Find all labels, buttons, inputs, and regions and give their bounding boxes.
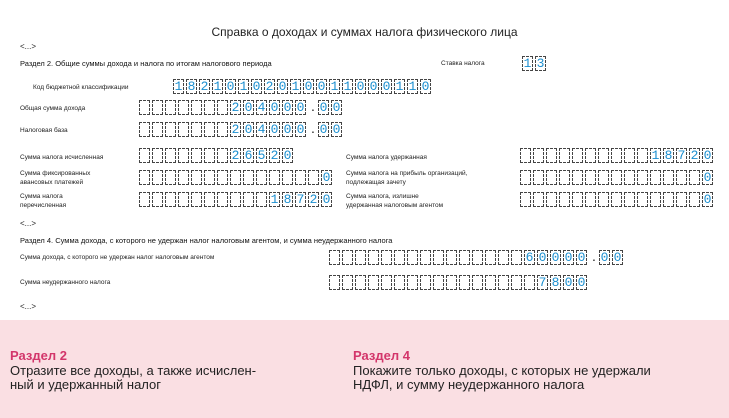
digit-cell xyxy=(511,275,522,290)
rate-label: Ставка налога xyxy=(441,60,485,67)
digit-cell xyxy=(572,148,583,163)
digit-cell: 0 xyxy=(270,122,279,137)
digit-cell: 0 xyxy=(226,79,235,94)
digit-cell xyxy=(498,275,509,290)
kbk-label: Код бюджетной классификации xyxy=(33,84,129,91)
digit-cell: 0 xyxy=(270,100,279,115)
digit-cell xyxy=(446,250,457,265)
digit-cell: 2 xyxy=(231,148,240,163)
decimal-point: . xyxy=(311,120,315,136)
profit-tax-label-1: Сумма налога на прибыль организаций, xyxy=(346,170,468,177)
digit-cell xyxy=(598,148,609,163)
digit-cell: 0 xyxy=(278,79,287,94)
digit-cell xyxy=(191,148,202,163)
digit-cell xyxy=(520,170,531,185)
digit-cell xyxy=(381,250,392,265)
digit-cell: 0 xyxy=(600,250,609,265)
digit-cell xyxy=(533,192,544,207)
digit-cell xyxy=(308,170,319,185)
note-left-title: Раздел 2 xyxy=(10,348,67,363)
digit-cell xyxy=(598,192,609,207)
rate-field xyxy=(522,56,548,72)
digit-cell xyxy=(230,192,241,207)
digit-cell xyxy=(572,192,583,207)
digit-cell: 0 xyxy=(613,250,622,265)
digit-cell xyxy=(498,250,509,265)
digit-cell: 4 xyxy=(257,122,266,137)
fixed-adv-label-2: авансовых платежей xyxy=(20,179,84,186)
digit-cell xyxy=(433,250,444,265)
digit-cell xyxy=(165,148,176,163)
digit-cell xyxy=(204,148,215,163)
digit-cell: 0 xyxy=(382,79,391,94)
digit-cell xyxy=(546,192,557,207)
digit-cell: 2 xyxy=(309,192,318,207)
digit-cell xyxy=(637,148,648,163)
unpaid-income-label: Сумма дохода, с которого не удержан налог налоговым агентом xyxy=(20,254,215,261)
digit-cell: 2 xyxy=(690,148,699,163)
digit-cell xyxy=(217,148,228,163)
digit-cell: 0 xyxy=(317,79,326,94)
digit-cell xyxy=(520,192,531,207)
digit-cell: 8 xyxy=(551,275,560,290)
digit-cell xyxy=(178,192,189,207)
digit-cell xyxy=(689,192,700,207)
digit-cell xyxy=(178,122,189,137)
digit-cell: 0 xyxy=(319,100,328,115)
transferred-label-1: Сумма налога xyxy=(20,193,63,200)
digit-cell: 0 xyxy=(577,250,586,265)
digit-cell: 0 xyxy=(244,122,253,137)
digit-cell xyxy=(394,275,405,290)
fixed-adv-field xyxy=(139,170,334,186)
digit-cell xyxy=(585,148,596,163)
digit-cell: 0 xyxy=(538,250,547,265)
digit-cell xyxy=(217,192,228,207)
digit-cell xyxy=(178,170,189,185)
digit-cell xyxy=(368,250,379,265)
digit-cell xyxy=(243,170,254,185)
digit-cell: 0 xyxy=(703,148,712,163)
digit-cell xyxy=(585,192,596,207)
digit-cell: 1 xyxy=(395,79,404,94)
digit-cell xyxy=(165,100,176,115)
digit-cell xyxy=(139,192,150,207)
digit-cell: 8 xyxy=(283,192,292,207)
ellipsis-mid: <...> xyxy=(20,219,37,228)
note-left-line1: Отразите все доходы, а также исчислен- xyxy=(10,363,257,378)
digit-cell xyxy=(165,122,176,137)
digit-cell xyxy=(611,192,622,207)
digit-cell: 0 xyxy=(322,170,331,185)
tax-base-field xyxy=(139,122,344,138)
digit-cell: 2 xyxy=(200,79,209,94)
digit-cell xyxy=(204,100,215,115)
digit-cell xyxy=(342,275,353,290)
digit-cell: 2 xyxy=(270,148,279,163)
digit-cell xyxy=(663,192,674,207)
unwithheld-tax-label: Сумма неудержанного налога xyxy=(20,279,111,286)
digit-cell xyxy=(204,122,215,137)
digit-cell xyxy=(139,148,150,163)
digit-cell xyxy=(230,170,241,185)
decimal-point: . xyxy=(592,248,596,264)
digit-cell xyxy=(533,148,544,163)
digit-cell xyxy=(178,148,189,163)
digit-cell: 0 xyxy=(283,122,292,137)
digit-cell: 8 xyxy=(664,148,673,163)
decimal-point: . xyxy=(311,98,315,114)
digit-cell: 2 xyxy=(231,100,240,115)
digit-cell: 6 xyxy=(525,250,534,265)
digit-cell xyxy=(433,275,444,290)
digit-cell xyxy=(676,170,687,185)
note-right-line1: Покажите только доходы, с которых не удержали xyxy=(353,363,651,378)
digit-cell: 7 xyxy=(296,192,305,207)
unpaid-income-field xyxy=(329,250,625,266)
digit-cell xyxy=(459,250,470,265)
digit-cell: 0 xyxy=(283,100,292,115)
digit-cell xyxy=(191,170,202,185)
digit-cell: 3 xyxy=(536,56,545,71)
digit-cell xyxy=(368,275,379,290)
digit-cell xyxy=(446,275,457,290)
digit-cell xyxy=(329,275,340,290)
digit-cell xyxy=(204,170,215,185)
ellipsis-top: <...> xyxy=(20,42,37,51)
digit-cell xyxy=(355,250,366,265)
digit-cell: 1 xyxy=(330,79,339,94)
digit-cell: 1 xyxy=(213,79,222,94)
digit-cell xyxy=(243,192,254,207)
digit-cell: 0 xyxy=(551,250,560,265)
digit-cell xyxy=(191,122,202,137)
digit-cell: 1 xyxy=(291,79,300,94)
digit-cell xyxy=(611,148,622,163)
digit-cell xyxy=(342,250,353,265)
digit-cell xyxy=(139,170,150,185)
digit-cell xyxy=(217,122,228,137)
digit-cell xyxy=(559,192,570,207)
digit-cell xyxy=(420,250,431,265)
digit-cell xyxy=(217,100,228,115)
tax-withheld-label: Сумма налога удержанная xyxy=(346,154,427,161)
digit-cell xyxy=(650,170,661,185)
digit-cell xyxy=(572,170,583,185)
section4-heading: Раздел 4. Сумма дохода, с которого не удержан налог налоговым агентом, и сумма неудержанного налога xyxy=(20,236,393,245)
digit-cell: 1 xyxy=(343,79,352,94)
digit-cell xyxy=(663,170,674,185)
digit-cell xyxy=(282,170,293,185)
total-income-label: Общая сумма дохода xyxy=(20,105,86,112)
digit-cell xyxy=(191,100,202,115)
note-right-title: Раздел 4 xyxy=(353,348,410,363)
transferred-label-2: перечисленная xyxy=(20,202,67,209)
digit-cell xyxy=(624,192,635,207)
digit-cell: 0 xyxy=(332,100,341,115)
fixed-adv-label-1: Сумма фиксированных xyxy=(20,170,91,177)
digit-cell: 0 xyxy=(703,192,712,207)
total-income-field xyxy=(139,100,344,116)
digit-cell xyxy=(394,250,405,265)
digit-cell xyxy=(611,170,622,185)
digit-cell: 8 xyxy=(187,79,196,94)
digit-cell xyxy=(676,192,687,207)
digit-cell: 0 xyxy=(577,275,586,290)
digit-cell xyxy=(624,148,635,163)
note-left-line2: ный и удержанный налог xyxy=(10,377,161,392)
digit-cell xyxy=(689,170,700,185)
digit-cell: 0 xyxy=(252,79,261,94)
profit-tax-label-2: подлежащая зачету xyxy=(346,179,406,186)
digit-cell xyxy=(256,170,267,185)
digit-cell: 1 xyxy=(651,148,660,163)
digit-cell xyxy=(598,170,609,185)
digit-cell: 1 xyxy=(239,79,248,94)
digit-cell xyxy=(650,192,661,207)
digit-cell: 2 xyxy=(231,122,240,137)
digit-cell xyxy=(472,275,483,290)
digit-cell: 0 xyxy=(564,275,573,290)
kbk-field xyxy=(173,79,433,95)
digit-cell: 5 xyxy=(257,148,266,163)
digit-cell xyxy=(533,170,544,185)
digit-cell xyxy=(524,275,535,290)
digit-cell xyxy=(520,148,531,163)
digit-cell: 7 xyxy=(538,275,547,290)
digit-cell xyxy=(165,192,176,207)
digit-cell: 0 xyxy=(332,122,341,137)
digit-cell: 0 xyxy=(319,122,328,137)
digit-cell xyxy=(295,170,306,185)
digit-cell: 0 xyxy=(244,100,253,115)
digit-cell: 0 xyxy=(421,79,430,94)
digit-cell: 0 xyxy=(356,79,365,94)
digit-cell xyxy=(485,275,496,290)
unwithheld-tax-field xyxy=(329,275,589,291)
digit-cell xyxy=(420,275,431,290)
digit-cell xyxy=(256,192,267,207)
digit-cell: 1 xyxy=(523,56,532,71)
tax-calc-label: Сумма налога исчисленная xyxy=(20,154,104,161)
note-right-line2: НДФЛ, и сумму неудержанного налога xyxy=(353,377,585,392)
digit-cell xyxy=(152,100,163,115)
digit-cell: 0 xyxy=(283,148,292,163)
profit-tax-field xyxy=(520,170,715,186)
digit-cell: 4 xyxy=(257,100,266,115)
digit-cell xyxy=(624,170,635,185)
digit-cell: 6 xyxy=(244,148,253,163)
excess-field xyxy=(520,192,715,208)
excess-label-1: Сумма налога, излишне xyxy=(346,193,419,200)
digit-cell xyxy=(559,170,570,185)
digit-cell: 0 xyxy=(296,122,305,137)
digit-cell: 1 xyxy=(174,79,183,94)
digit-cell xyxy=(585,170,596,185)
digit-cell xyxy=(472,250,483,265)
digit-cell xyxy=(637,170,648,185)
digit-cell: 0 xyxy=(296,100,305,115)
section2-heading: Раздел 2. Общие суммы дохода и налога по итогам налогового периода xyxy=(20,59,272,68)
excess-label-2: удержанная налоговым агентом xyxy=(346,202,444,209)
digit-cell: 1 xyxy=(270,192,279,207)
digit-cell: 0 xyxy=(369,79,378,94)
digit-cell: 0 xyxy=(703,170,712,185)
digit-cell xyxy=(204,192,215,207)
digit-cell: 7 xyxy=(677,148,686,163)
ellipsis-bottom: <...> xyxy=(20,302,37,311)
digit-cell xyxy=(459,275,470,290)
digit-cell xyxy=(546,170,557,185)
digit-cell xyxy=(152,122,163,137)
digit-cell xyxy=(152,192,163,207)
digit-cell xyxy=(546,148,557,163)
digit-cell xyxy=(139,122,150,137)
digit-cell xyxy=(637,192,648,207)
tax-calc-field xyxy=(139,148,295,164)
digit-cell xyxy=(559,148,570,163)
digit-cell xyxy=(152,148,163,163)
digit-cell xyxy=(152,170,163,185)
digit-cell: 0 xyxy=(304,79,313,94)
digit-cell xyxy=(217,170,228,185)
digit-cell xyxy=(485,250,496,265)
form-title: Справка о доходах и суммах налога физического лица xyxy=(211,25,518,39)
digit-cell xyxy=(269,170,280,185)
digit-cell xyxy=(407,250,418,265)
digit-cell: 0 xyxy=(322,192,331,207)
digit-cell xyxy=(139,100,150,115)
digit-cell xyxy=(191,192,202,207)
digit-cell xyxy=(329,250,340,265)
digit-cell: 0 xyxy=(564,250,573,265)
digit-cell: 2 xyxy=(265,79,274,94)
transferred-field xyxy=(139,192,334,208)
tax-withheld-field xyxy=(520,148,715,164)
digit-cell xyxy=(381,275,392,290)
digit-cell: 1 xyxy=(408,79,417,94)
digit-cell xyxy=(511,250,522,265)
tax-base-label: Налоговая база xyxy=(20,127,68,134)
digit-cell xyxy=(178,100,189,115)
digit-cell xyxy=(407,275,418,290)
digit-cell xyxy=(165,170,176,185)
digit-cell xyxy=(355,275,366,290)
